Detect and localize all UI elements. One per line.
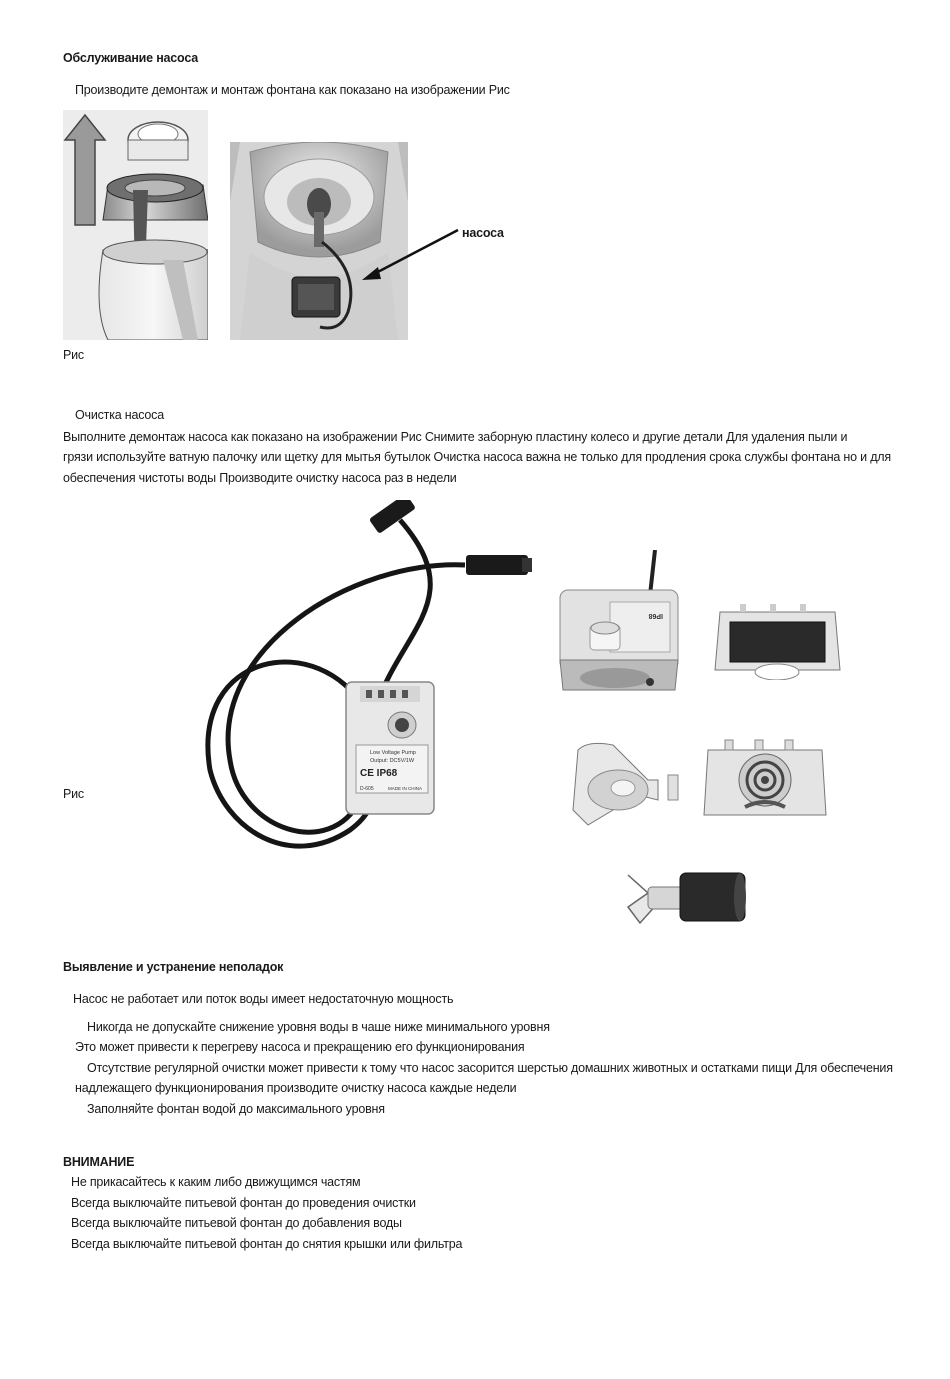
pump-label-made-in: MADE IN CHINA [388,786,423,791]
pump-callout-arrow [360,225,460,285]
pump-callout-label: насоса [462,226,504,240]
pump-with-cables-photo [170,500,550,940]
troubleshooting-item-2-cont: надлежащего функционирования производите очистку насоса каждые недели [75,1081,517,1095]
troubleshooting-item-1-cont: Это может привести к перегреву насоса и прекращению его функционирования [75,1040,525,1054]
pump-label-code: D-605 [360,786,374,792]
pump-label-line2: Output: DC5V/1W [370,758,415,764]
impeller-photo [620,865,750,930]
pump-back-label: IP68 [648,612,663,619]
pump-label-line1: Low Voltage Pump [370,750,416,756]
troubleshooting-item-3: Заполняйте фонтан водой до максимального уровня [87,1102,385,1116]
warning-item: Всегда выключайте питьевой фонтан до добавления воды [71,1216,402,1230]
grill-plate-photo [700,735,830,825]
warning-heading: ВНИМАНИЕ [63,1155,135,1169]
troubleshooting-item-2: Отсутствие регулярной очистки может привести к тому что насос засорится шерстью домашних животных и остатками пищи Для обеспечения [87,1061,893,1075]
cleaning-line-3: обеспечения чистоты воды Производите очистку насоса раз в недели [63,471,457,485]
warning-item: Не прикасайтесь к каким либо движущимся частям [71,1175,361,1189]
troubleshooting-heading: Выявление и устранение неполадок [63,960,284,974]
figure1-caption: Рис [63,348,84,362]
cleaning-line-2: грязи используйте ватную палочку или щетку для мытья бутылок Очистка насоса важна не только для продления срока службы фонтана но и для [63,450,891,464]
pump-back-photo [555,550,685,700]
intake-plate-photo [710,600,845,680]
troubleshooting-item-1: Никогда не допускайте снижение уровня воды в чаше ниже минимального уровня [87,1020,550,1034]
pump-label-ce-ip: CE IP68 [360,768,398,779]
pump-cover-photo [568,740,683,830]
cleaning-line-1: Выполните демонтаж насоса как показано на изображении Рис Снимите заборную пластину колесо и другие детали Для удаления пыли и [63,430,848,444]
warning-item: Всегда выключайте питьевой фонтан до проведения очистки [71,1196,416,1210]
warning-item: Всегда выключайте питьевой фонтан до снятия крышки или фильтра [71,1237,463,1251]
troubleshooting-problem: Насос не работает или поток воды имеет недостаточную мощность [73,992,454,1006]
maintenance-heading: Обслуживание насоса [63,51,198,65]
fountain-disassembly-photo [63,110,208,340]
figure2-caption: Рис [63,787,84,801]
cleaning-title: Очистка насоса [75,408,164,422]
maintenance-intro: Производите демонтаж и монтаж фонтана как показано на изображении Рис [75,83,510,97]
